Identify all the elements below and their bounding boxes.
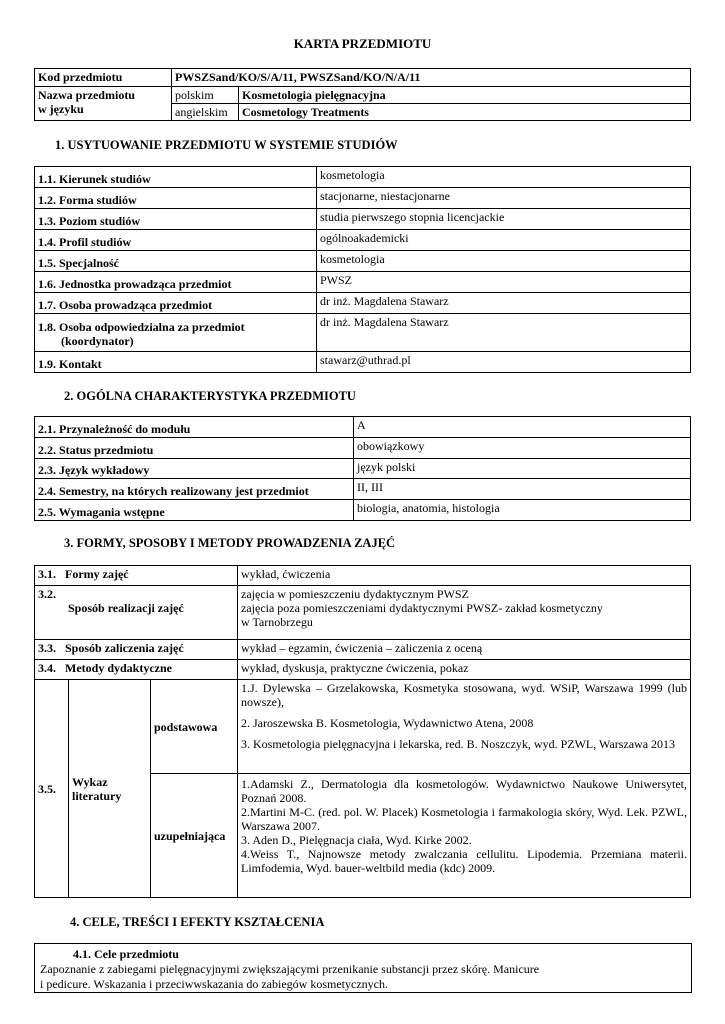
- nazwa-label: [35, 87, 172, 121]
- s1-label: 1.9. Kontakt: [35, 352, 317, 373]
- basic-lit-item: 1.J. Dylewska – Grzelakowska, Kosmetyka stosowana, wyd. WSiP, Warszawa 1999 (lub nowsze),: [241, 681, 687, 709]
- s2-label: 2.3. Język wykładowy: [35, 459, 354, 479]
- s1-value: stawarz@uthrad.pl: [317, 352, 691, 373]
- s1-value: dr inż. Magdalena Stawarz: [317, 293, 691, 314]
- s1-label-line1: 1.8. Osoba odpowiedzialna za przedmiot: [38, 320, 245, 334]
- extra-lit-item: 2.Martini M-C. (red. pol. W. Placek) Kosmetologia i farmakologia skóry, Wyd. Lek. PZWL, Warszawa 2007.: [241, 805, 687, 833]
- s1-value: kosmetologia: [317, 167, 691, 188]
- s1-label-line2: (koordynator): [61, 334, 134, 348]
- s2-label: 2.5. Wymagania wstępne: [35, 500, 354, 521]
- section3-table: [34, 565, 691, 898]
- s3-r2-line: zajęcia poza pomieszczeniami dydaktycznymi PWSZ- zakład kosmetyczny: [241, 601, 603, 615]
- extra-lit-item: 3. Aden D., Pielęgnacja ciała, Wyd. Kirke 2002.: [241, 833, 472, 847]
- en-lang: angielskim: [172, 104, 239, 121]
- s1-label: 1.5. Specjalność: [35, 251, 317, 272]
- s3-r4-value: wykład, dyskusja, praktyczne ćwiczenia, pokaz: [238, 660, 691, 680]
- s3-r5-num: 3.5.: [35, 680, 69, 898]
- pl-name: Kosmetologia pielęgnacyjna: [239, 87, 691, 104]
- kod-label: Kod przedmiotu: [35, 69, 172, 87]
- s1-value: ogólnoakademicki: [317, 230, 691, 251]
- s2-label: 2.4. Semestry, na których realizowany jest przedmiot: [35, 479, 354, 500]
- basic-lit-item: 2. Jaroszewska B. Kosmetologia, Wydawnictwo Atena, 2008: [241, 716, 534, 730]
- s3-r4-label: [35, 660, 238, 680]
- s2-value: biologia, anatomia, histologia: [354, 500, 691, 521]
- kod-value: PWSZSand/KO/S/A/11, PWSZSand/KO/N/A/11: [172, 69, 691, 87]
- s3-r2-value: [238, 586, 691, 640]
- section1-heading: 1. USYTUOWANIE PRZEDMIOTU W SYSTEMIE STUDIÓW: [55, 138, 398, 152]
- s3-r1-value: wykład, ćwiczenia: [238, 566, 691, 586]
- s3-r1-text: Formy zajęć: [65, 567, 129, 581]
- goals-box: [34, 943, 692, 993]
- s3-r4-text: Metody dydaktyczne: [65, 661, 172, 675]
- goals-text: [40, 962, 539, 992]
- s3-r2-text: Sposób realizacji zajęć: [68, 601, 184, 615]
- basic-lit-list: [238, 680, 691, 774]
- s1-label: 1.2. Forma studiów: [35, 188, 317, 209]
- s1-value: dr inż. Magdalena Stawarz: [317, 314, 691, 352]
- s3-r1-label: [35, 566, 238, 586]
- s1-label: 1.3. Poziom studiów: [35, 209, 317, 230]
- s2-label: 2.1. Przynależność do modułu: [35, 417, 354, 438]
- section2-heading: 2. OGÓLNA CHARAKTERYSTYKA PRZEDMIOTU: [64, 389, 356, 403]
- s1-value: stacjonarne, niestacjonarne: [317, 188, 691, 209]
- s3-r2-line: w Tarnobrzegu: [241, 615, 313, 629]
- s3-r1-num: 3.1.: [38, 567, 56, 581]
- section1-table: [34, 166, 691, 373]
- nazwa-label-line1: Nazwa przedmiotu: [38, 88, 135, 102]
- goals-line: Zapoznanie z zabiegami pielęgnacyjnymi zwiększającymi przenikanie substancji przez skórę. Manicure: [40, 962, 540, 976]
- s3-r3-label: [35, 640, 238, 660]
- en-name: Cosmetology Treatments: [239, 104, 691, 121]
- goals-line: i pedicure. Wskazania i przeciwwskazania do zabiegów kosmetycznych.: [40, 977, 388, 991]
- section2-table: [34, 416, 691, 521]
- s3-r2-num: 3.2.: [38, 587, 56, 601]
- header-table: [34, 68, 691, 121]
- s1-label: 1.6. Jednostka prowadząca przedmiot: [35, 272, 317, 293]
- s3-r5-label-line1: Wykaz: [72, 774, 108, 789]
- s3-r2-label: [35, 586, 238, 640]
- s3-r5-label: [69, 680, 151, 898]
- extra-lit-item: 4.Weiss T., Najnowsze metody zwalczania cellulitu. Lipodemia. Przemiana materii. Limfodemia, Wyd. bauer-weltbild media (kdc) 2009.: [241, 847, 687, 875]
- s3-r4-num: 3.4.: [38, 661, 56, 675]
- nazwa-label-line2: w języku: [38, 102, 84, 116]
- s1-label: 1.7. Osoba prowadząca przedmiot: [35, 293, 317, 314]
- goals-heading: 4.1. Cele przedmiotu: [73, 947, 179, 961]
- s1-label: [35, 314, 317, 352]
- s1-value: studia pierwszego stopnia licencjackie: [317, 209, 691, 230]
- section3-heading: 3. FORMY, SPOSOBY I METODY PROWADZENIA ZAJĘĆ: [64, 536, 396, 550]
- page-title: KARTA PRZEDMIOTU: [293, 36, 432, 51]
- extra-lit-item: 1.Adamski Z., Dermatologia dla kosmetologów. Wydawnictwo Naukowe Uniwersytet, Poznań 2008.: [241, 777, 687, 805]
- basic-lit-label: podstawowa: [151, 680, 238, 774]
- s1-value: kosmetologia: [317, 251, 691, 272]
- pl-lang: polskim: [172, 87, 239, 104]
- s2-value: język polski: [354, 459, 691, 479]
- extra-lit-list: [238, 774, 691, 898]
- s2-label: 2.2. Status przedmiotu: [35, 438, 354, 459]
- s1-label: 1.4. Profil studiów: [35, 230, 317, 251]
- s1-label: 1.1. Kierunek studiów: [35, 167, 317, 188]
- s3-r3-value: wykład – egzamin, ćwiczenia – zaliczenia z oceną: [238, 640, 691, 660]
- s3-r2-line: zajęcia w pomieszczeniu dydaktycznym PWSZ: [241, 587, 469, 601]
- s2-value: obowiązkowy: [354, 438, 691, 459]
- s3-r3-text: Sposób zaliczenia zajęć: [65, 641, 184, 655]
- section4-heading: 4. CELE, TREŚCI I EFEKTY KSZTAŁCENIA: [70, 915, 325, 929]
- extra-lit-label: uzupełniająca: [151, 774, 238, 898]
- basic-lit-item: 3. Kosmetologia pielęgnacyjna i lekarska, red. B. Noszczyk, wyd. PZWL, Warszawa 2013: [241, 737, 676, 751]
- s3-r3-num: 3.3.: [38, 641, 56, 655]
- s2-value: A: [354, 417, 691, 438]
- s3-r5-label-line2: literatury: [72, 788, 122, 803]
- s1-value: PWSZ: [317, 272, 691, 293]
- s2-value: II, III: [354, 479, 691, 500]
